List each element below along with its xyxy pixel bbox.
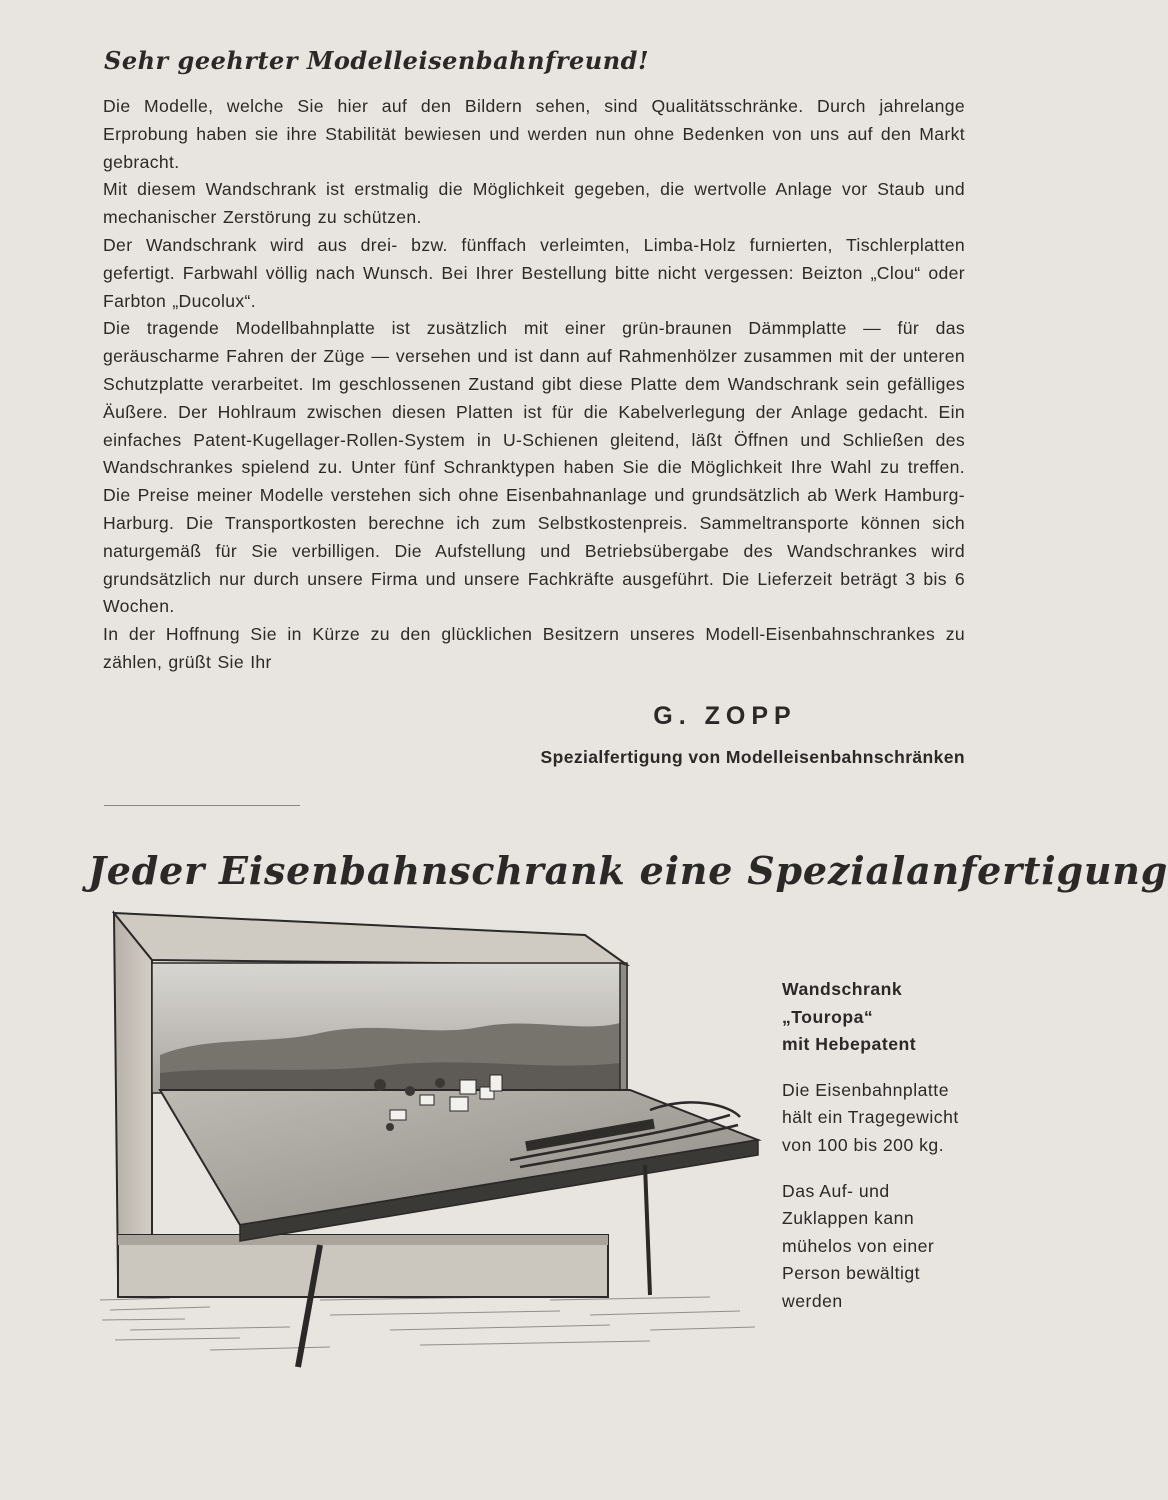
product-name-line: „Touropa“: [782, 1006, 874, 1027]
product-caption: [782, 976, 972, 1334]
advert-headline: Jeder Eisenbahnschrank eine Spezialanfertigung: [88, 848, 1168, 893]
section-divider: [104, 805, 300, 806]
product-detail: Die Eisenbahnplatte hält ein Tragegewicht von 100 bis 200 kg.: [782, 1079, 959, 1155]
letter-paragraph: Die tragende Modellbahnplatte ist zusätzlich mit einer grün-braunen Dämmplatte — für das geräuscharme Fahren der Züge — versehen und ist dann auf Rahmenhölzer zusammen mit der unteren Schutzplatte verarbeitet. Im geschlossenen Zustand gibt diese Platte dem Wandschrank sein gefälliges Äußere. Der Hohlraum zwischen diesen Platten ist für die Kabelverlegung der Anlage gedacht. Ein einfaches Patent-Kugellager-Rollen-System in U-Schienen gleitend, läßt Öffnen und Schließen des Wandschrankes spielend zu. Unter fünf Schranktypen haben Sie die Möglichkeit Ihre Wahl zu treffen. Die Preise meiner Modelle verstehen sich ohne Eisenbahnanlage und grundsätzlich ab Werk Hamburg-Harburg. Die Transportkosten berechne ich zum Selbstkostenpreis. Sammeltransporte können sich naturgemäß für Sie verbilligen. Die Aufstellung und Betriebsübergabe des Wandschrankes wird grundsätzlich nur durch unsere Firma und unsere Fachkräfte ausgeführt. Die Lieferzeit beträgt 3 bis 6 Wochen.: [103, 318, 965, 617]
product-name-line: Wandschrank: [782, 979, 903, 999]
letter-salutation: Sehr geehrter Modelleisenbahnfreund!: [104, 46, 649, 75]
signature-subtitle: Spezialfertigung von Modelleisenbahnschränken: [540, 747, 965, 767]
wall-cabinet-illustration: [90, 905, 770, 1375]
product-detail: Das Auf- und Zuklappen kann mühelos von einer Person bewältigt werden: [782, 1180, 935, 1311]
signature-name: G. ZOPP: [653, 702, 797, 730]
letter-paragraph: Mit diesem Wandschrank ist erstmalig die Möglichkeit gegeben, die wertvolle Anlage vor Staub und mechanischer Zerstörung zu schützen.: [103, 179, 965, 228]
product-name-line: mit Hebepatent: [782, 1034, 917, 1055]
letter-body: [103, 93, 965, 677]
letter-paragraph: Der Wandschrank wird aus drei- bzw. fünffach verleimten, Limba-Holz furnierten, Tischlerplatten gefertigt. Farbwahl völlig nach Wunsch. Bei Ihrer Bestellung bitte nicht vergessen: Beizton „Clou“ oder Farbton „Ducolux“.: [103, 234, 965, 311]
product-name: [782, 976, 972, 1059]
letter-paragraph: Die Modelle, welche Sie hier auf den Bildern sehen, sind Qualitätsschränke. Durch jahrelange Erprobung haben sie ihre Stabilität bewiesen und werden nun ohne Bedenken von uns auf den Markt gebracht.: [103, 96, 965, 172]
letter-paragraph: In der Hoffnung Sie in Kürze zu den glücklichen Besitzern unseres Modell-Eisenbahnschrankes zu zählen, grüßt Sie Ihr: [103, 624, 965, 672]
